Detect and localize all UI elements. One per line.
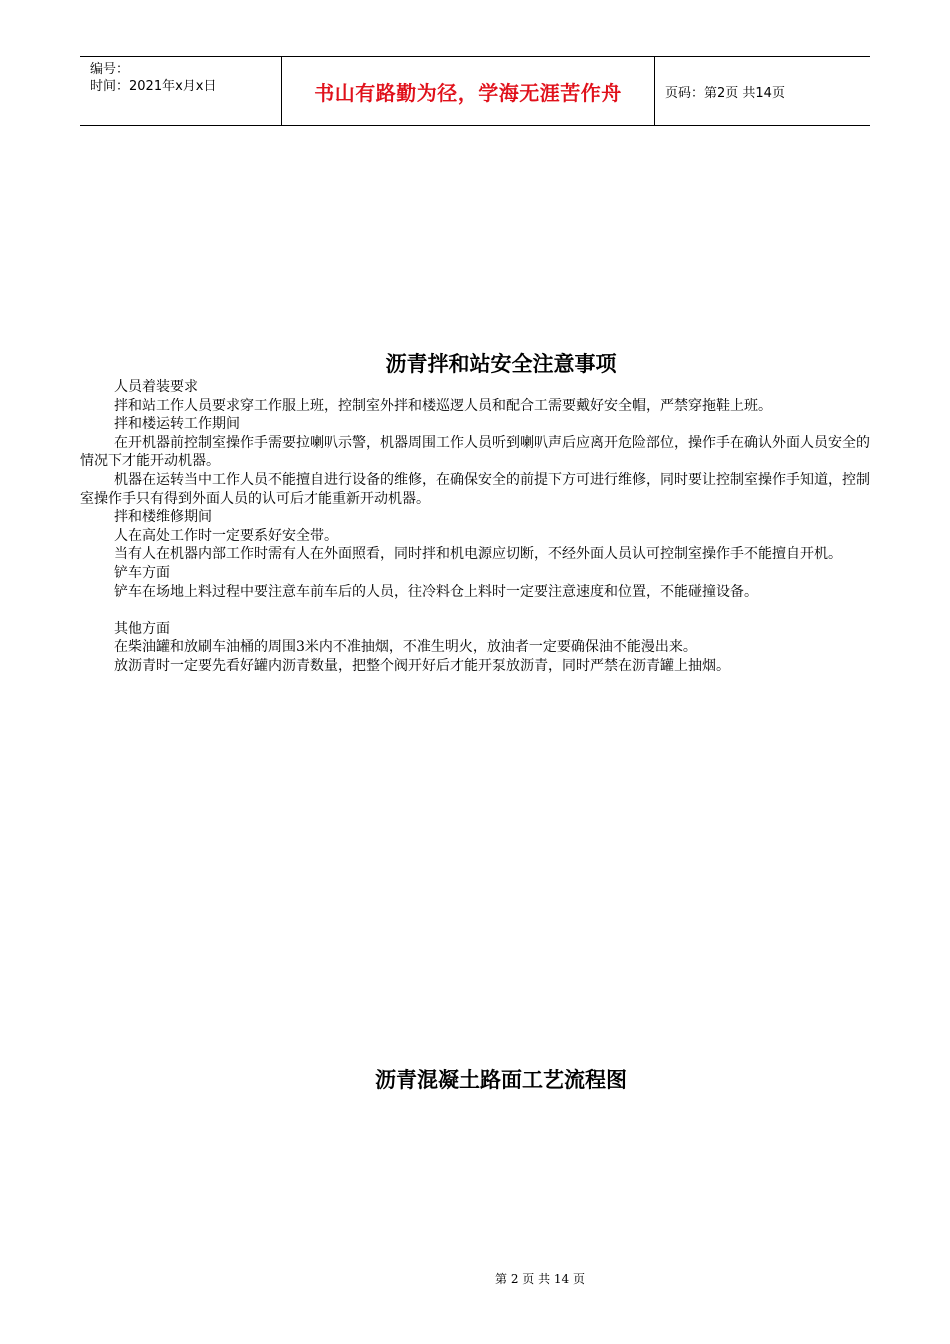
paragraph: 其他方面 — [114, 620, 170, 637]
page-footer: 第 2 页 共 14 页 — [495, 1272, 585, 1286]
paragraph: 铲车在场地上料过程中要注意车前车后的人员，往冷料仓上料时一定要注意速度和位置，不能碰撞设备。 — [114, 583, 758, 600]
safety-content — [80, 378, 875, 676]
paragraph: 拌和站工作人员要求穿工作服上班，控制室外拌和楼巡逻人员和配合工需要戴好安全帽，严禁穿拖鞋上班。 — [114, 397, 772, 414]
section-title-safety: 沥青拌和站安全注意事项 — [385, 351, 617, 376]
paragraph: 机器在运转当中工作人员不能擅自进行设备的维修，在确保安全的前提下方可进行维修，同时要让控制室操作手知道，控制室操作手只有得到外面人员的认可后才能重新开动机器。 — [80, 471, 870, 507]
paragraph: 人在高处工作时一定要系好安全带。 — [114, 527, 338, 544]
paragraph: 在开机器前控制室操作手需要拉喇叭示警，机器周围工作人员听到喇叭声后应离开危险部位，操作手在确认外面人员安全的情况下才能开动机器。 — [80, 434, 870, 470]
paragraph: 拌和楼运转工作期间 — [114, 416, 240, 433]
paragraph: 拌和楼维修期间 — [114, 509, 212, 526]
paragraph: 在柴油罐和放刷车油桶的周围3米内不准抽烟，不准生明火，放油者一定要确保油不能漫出来。 — [114, 639, 697, 656]
document-time-label: 时间：2021年x月x日 — [90, 79, 217, 94]
section-title-flowchart: 沥青混凝土路面工艺流程图 — [375, 1067, 627, 1092]
paragraph: 铲车方面 — [114, 564, 170, 581]
header-page-info: 页码：第2页 共14页 — [665, 85, 785, 101]
paragraph: 当有人在机器内部工作时需有人在外面照看，同时拌和机电源应切断，不经外面人员认可控制室操作手不能擅自开机。 — [114, 546, 842, 563]
paragraph: 人员着装要求 — [114, 379, 198, 395]
header-meta — [80, 57, 281, 125]
document-number-label: 编号： — [90, 62, 130, 77]
header-motto: 书山有路勤为径，学海无涯苦作舟 — [281, 57, 655, 125]
page-header — [80, 56, 870, 126]
paragraph: 放沥青时一定要先看好罐内沥青数量，把整个阀开好后才能开泵放沥青，同时严禁在沥青罐上抽烟。 — [114, 657, 730, 674]
